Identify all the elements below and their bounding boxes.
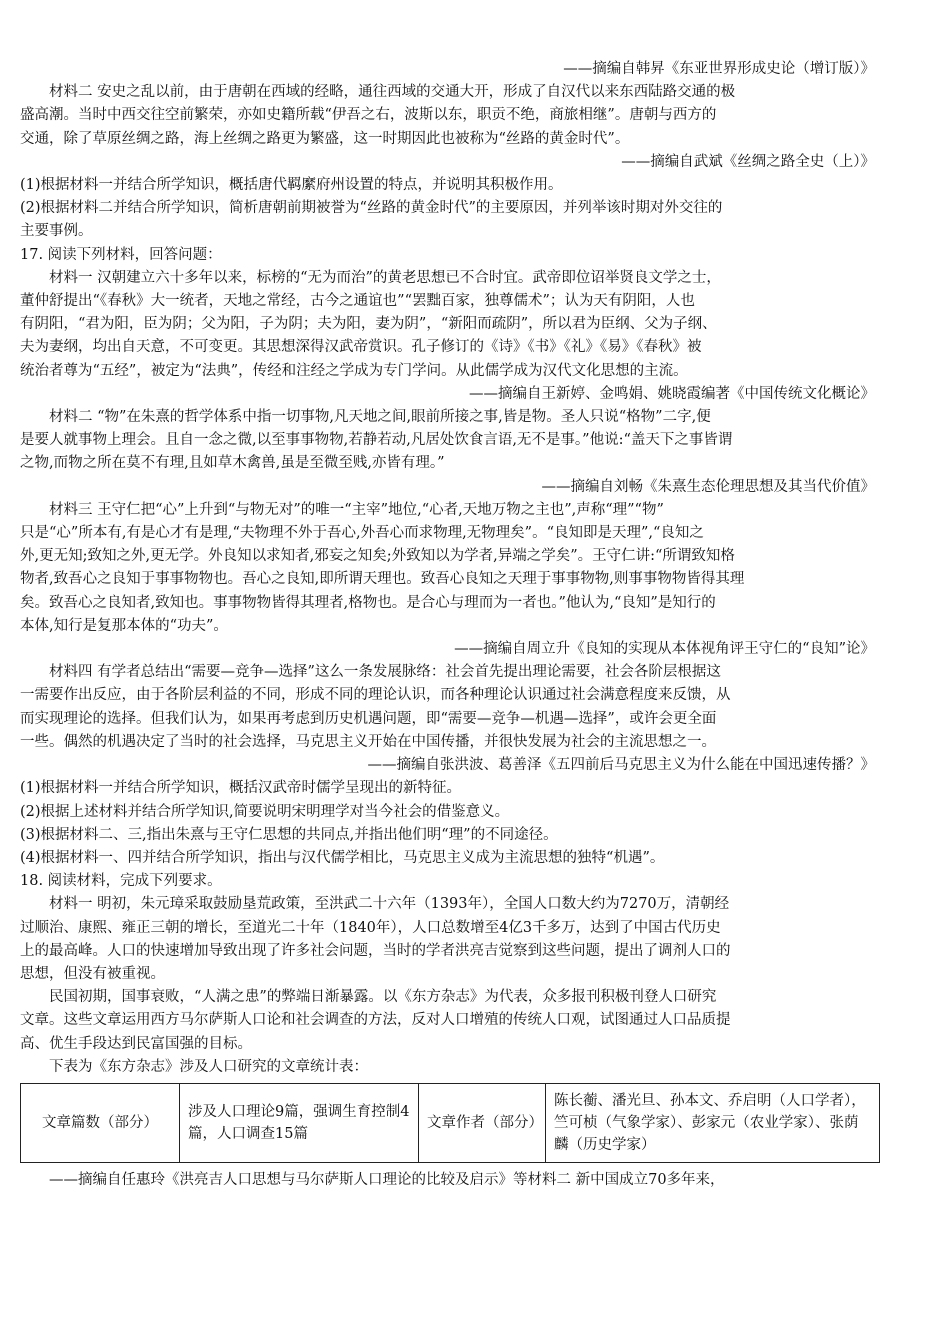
source-citation: ——摘编自王新婷、金鸣娟、姚晓霞编著《中国传统文化概论》 bbox=[469, 385, 875, 402]
question-line: 17. 阅读下列材料，回答问题： bbox=[20, 246, 222, 263]
text-line: 材料二 “物”在朱熹的哲学体系中指一切事物,凡天地之间,眼前所接之事,皆是物。圣人只说“格物”二字,便 bbox=[49, 409, 711, 426]
question-line: (4)根据材料一、四并结合所学知识，指出与汉代儒学相比，马克思主义成为主流思想的独特“机遇”。 bbox=[20, 849, 665, 866]
text-line: 物者,致吾心之良知于事事物物也。吾心之良知,即所谓天理也。致吾心良知之天理于事事物物,则事事物物皆得其理 bbox=[20, 571, 745, 588]
document-page bbox=[20, 58, 880, 1192]
text-line: 交通，除了草原丝绸之路，海上丝绸之路更为繁盛，这一时期因此也被称为“丝路的黄金时代”。 bbox=[20, 130, 630, 147]
text-line: 盛高潮。当时中西交往空前繁荣，亦如史籍所载“伊吾之右，波斯以东，职贡不绝，商旅相继”。唐朝与西方的 bbox=[20, 107, 717, 124]
question-line: (2)根据上述材料并结合所学知识,简要说明宋明理学对当今社会的借鉴意义。 bbox=[20, 803, 510, 820]
table-value-article-count: 涉及人口理论9篇，强调生育控制4篇，人口调查15篇 bbox=[180, 1083, 419, 1162]
text-line: 董仲舒提出“《春秋》大一统者，天地之常经，古今之通谊也”“罢黜百家，独尊儒术”；认为天有阴阳，人也 bbox=[20, 293, 695, 310]
text-line: 而实现理论的选择。但我们认为，如果再考虑到历史机遇问题，即“需要—竞争—机遇—选择”，或许会更全面 bbox=[20, 710, 717, 727]
text-line: 材料二 安史之乱以前，由于唐朝在西域的经略，通往西域的交通大开，形成了自汉代以来东西陆路交通的极 bbox=[49, 84, 736, 101]
text-line: 有阴阳，“君为阳，臣为阴；父为阳，子为阴；夫为阳，妻为阴”，“新阳而疏阴”，所以君为臣纲、父为子纲、 bbox=[20, 316, 717, 333]
text-line: 本体,知行是复那本体的“功夫”。 bbox=[20, 617, 228, 634]
source-citation: ——摘编自张洪波、葛善泽《五四前后马克思主义为什么能在中国迅速传播？》 bbox=[367, 757, 875, 774]
article-statistics-table bbox=[20, 1083, 880, 1163]
source-citation-footer: ——摘编自任惠玲《洪亮吉人口思想与马尔萨斯人口理论的比较及启示》等材料二 新中国成立70多年来， bbox=[49, 1171, 725, 1188]
text-line: 之物,而物之所在莫不有理,且如草木禽兽,虽是至微至贱,亦皆有理。” bbox=[20, 455, 445, 472]
text-line: 统治者尊为“五经”，被定为“法典”，传经和注经之学成为专门学问。从此儒学成为汉代文化思想的主流。 bbox=[20, 362, 688, 379]
text-line: 外,更无知;致知之外,更无学。外良知以求知者,邪妄之知矣;外致知以为学者,异端之学矣”。王守仁讲:“所谓致知格 bbox=[20, 548, 735, 565]
table-value-authors: 陈长蘅、潘光旦、孙本文、乔启明（人口学者），竺可桢（气象学家）、彭家元（农业学家）、张荫麟（历史学家） bbox=[546, 1083, 880, 1162]
text-line: 材料一 明初，朱元璋采取鼓励垦荒政策，至洪武二十六年（1393年），全国人口数大约为7270万，清朝经 bbox=[49, 896, 730, 913]
text-line: 一些。偶然的机遇决定了当时的社会选择，马克思主义开始在中国传播，并很快发展为社会的主流思想之一。 bbox=[20, 733, 716, 750]
text-line: 材料四 有学者总结出“需要—竞争—选择”这么一条发展脉络：社会首先提出理论需要，社会各阶层根据这 bbox=[49, 664, 721, 681]
text-line: 上的最高峰。人口的快速增加导致出现了许多社会问题，当时的学者洪亮吉觉察到这些问题，提出了调剂人口的 bbox=[20, 942, 731, 959]
table-label-authors: 文章作者（部分） bbox=[419, 1083, 546, 1162]
question-line: (1)根据材料一并结合所学知识，概括唐代羁縻府州设置的特点，并说明其积极作用。 bbox=[20, 177, 563, 194]
question-line: (1)根据材料一并结合所学知识，概括汉武帝时儒学呈现出的新特征。 bbox=[20, 780, 462, 797]
text-line: 文章。这些文章运用西方马尔萨斯人口论和社会调查的方法，反对人口增殖的传统人口观，试图通过人口品质提 bbox=[20, 1012, 731, 1029]
text-line: 民国初期，国事衰败，“人满之患”的弊端日渐暴露。以《东方杂志》为代表，众多报刊积极刊登人口研究 bbox=[49, 989, 717, 1006]
text-line: 是要人就事物上理会。且自一念之微,以至事事物物,若静若动,凡居处饮食言语,无不是事。”他说:“盖天下之事皆谓 bbox=[20, 432, 733, 449]
text-line: 夫为妻纲，均出自天意，不可变更。其思想深得汉武帝赏识。孔子修订的《诗》《书》《礼》《易》《春秋》被 bbox=[20, 339, 702, 356]
text-line: 下表为《东方杂志》涉及人口研究的文章统计表： bbox=[49, 1058, 368, 1075]
question-line: 18. 阅读材料，完成下列要求。 bbox=[20, 873, 222, 890]
text-line: 材料三 王守仁把“心”上升到“与物无对”的唯一“主宰”地位,“心者,天地万物之主也”,声称“理”“物” bbox=[49, 501, 664, 518]
text-line: 过顺治、康熙、雍正三朝的增长，至道光二十年（1840年），人口总数增至4亿3千多万，达到了中国古代历史 bbox=[20, 919, 721, 936]
question-line: (3)根据材料二、三,指出朱熹与王守仁思想的共同点,并指出他们明“理”的不同途径。 bbox=[20, 826, 558, 843]
source-citation: ——摘编自周立升《良知的实现从本体视角评王守仁的“良知”论》 bbox=[454, 641, 875, 658]
source-citation: ——摘编自韩昇《东亚世界形成史论（增订版）》 bbox=[563, 61, 875, 77]
source-citation: ——摘编自武斌《丝绸之路全史（上）》 bbox=[621, 153, 875, 170]
text-body bbox=[20, 58, 880, 1079]
text-line: 一需要作出反应，由于各阶层利益的不同，形成不同的理论认识，而各种理论认识通过社会满意程度来反馈，从 bbox=[20, 687, 731, 704]
question-line: (2)根据材料二并结合所学知识，简析唐朝前期被誉为“丝路的黄金时代”的主要原因，并列举该时期对外交往的 bbox=[20, 200, 723, 217]
source-citation: ——摘编自刘畅《朱熹生态伦理思想及其当代价值》 bbox=[541, 478, 875, 495]
text-line: 材料一 汉朝建立六十多年以来，标榜的“无为而治”的黄老思想已不合时宜。武帝即位诏举贤良文学之士， bbox=[49, 269, 721, 286]
table-row bbox=[21, 1083, 880, 1162]
text-line: 高、优生手段达到民富国强的目标。 bbox=[20, 1035, 252, 1052]
text-line: 矣。致吾心之良知者,致知也。事事物物皆得其理者,格物也。是合心与理而为一者也。”他认为,“良知”是知行的 bbox=[20, 594, 716, 611]
text-line: 思想，但没有被重视。 bbox=[20, 965, 165, 982]
question-line: 主要事例。 bbox=[20, 223, 93, 240]
table-label-article-count: 文章篇数（部分） bbox=[21, 1083, 180, 1162]
text-line: 只是“心”所本有,有是心才有是理,“夫物理不外于吾心,外吾心而求物理,无物理矣”。“良知即是天理”,“良知之 bbox=[20, 525, 704, 542]
